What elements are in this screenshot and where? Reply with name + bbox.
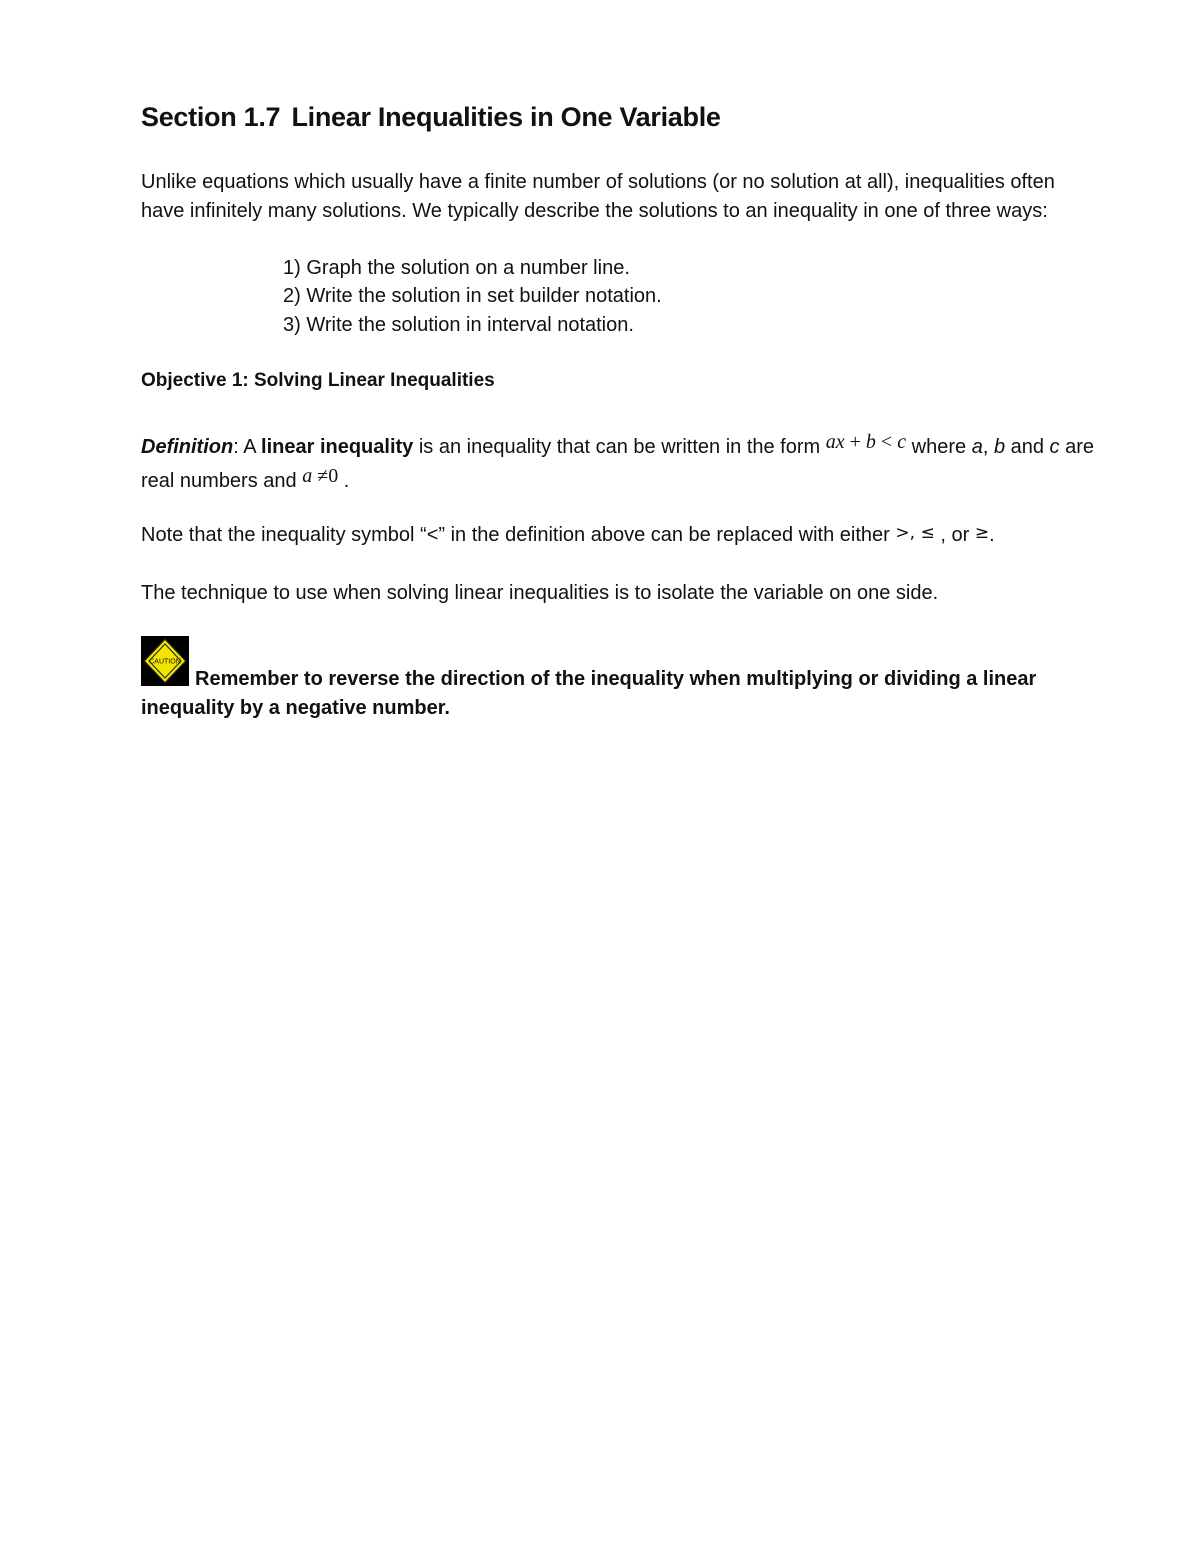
definition-text: is an inequality that can be written in the form: [413, 436, 826, 458]
greater-than-symbol: >,: [895, 523, 915, 543]
section-title: [141, 102, 721, 133]
condition-not-equal: ≠: [312, 465, 329, 487]
definition-colon: : A: [233, 436, 262, 458]
definition-paragraph: [141, 430, 1101, 498]
section-number: Section 1.7: [141, 102, 281, 132]
definition-text: and: [1005, 436, 1050, 458]
intro-paragraph: Unlike equations which usually have a finite number of solutions (or no solution at all), inequalities often have infinitely many solutions. We typically describe the solutions to an inequality in one of three ways:: [141, 171, 1055, 222]
technique-paragraph: The technique to use when solving linear inequalities is to isolate the variable on one side.: [141, 582, 939, 604]
note-paragraph: [141, 524, 995, 547]
definition-text: are real numbers and: [141, 436, 1095, 492]
section-heading: Linear Inequalities in One Variable: [291, 102, 721, 132]
condition-a: a: [302, 465, 313, 487]
variable-a: a: [971, 436, 983, 458]
caution-note: Remember to reverse the direction of the inequality when multiplying or dividing a linear inequality by a negative number.: [141, 668, 1037, 719]
list-item: 2) Write the solution in set builder notation.: [283, 285, 662, 308]
variable-c: c: [1049, 436, 1060, 458]
formula-ax: ax: [825, 431, 845, 453]
nonzero-condition: [302, 465, 338, 487]
list-item: 3) Write the solution in interval notation.: [283, 313, 634, 336]
separator: [915, 524, 921, 546]
separator: , or: [934, 524, 975, 546]
definition-end: .: [338, 470, 350, 492]
formula-less-than: <: [875, 431, 898, 453]
condition-zero: 0: [328, 465, 339, 487]
note-end: .: [989, 524, 995, 546]
caution-icon-label: CAUTION: [149, 658, 181, 666]
variable-b: b: [993, 436, 1006, 458]
solution-methods-list: [283, 254, 662, 339]
objective-heading: Objective 1: Solving Linear Inequalities: [141, 370, 495, 391]
key-phrase: linear inequality: [261, 436, 414, 458]
definition-text: where: [906, 436, 972, 458]
definition-term: Definition: [141, 436, 234, 458]
less-equal-symbol: ≤: [920, 523, 935, 543]
formula-c: c: [897, 431, 907, 453]
formula-b: b: [865, 431, 876, 453]
separator: ,: [982, 436, 994, 458]
inequality-formula: [826, 431, 906, 453]
greater-equal-symbol: ≥: [974, 523, 990, 543]
note-text: Note that the inequality symbol “<” in the definition above can be replaced with either: [141, 524, 896, 546]
list-item: 1) Graph the solution on a number line.: [283, 257, 630, 279]
formula-plus: +: [844, 431, 866, 453]
